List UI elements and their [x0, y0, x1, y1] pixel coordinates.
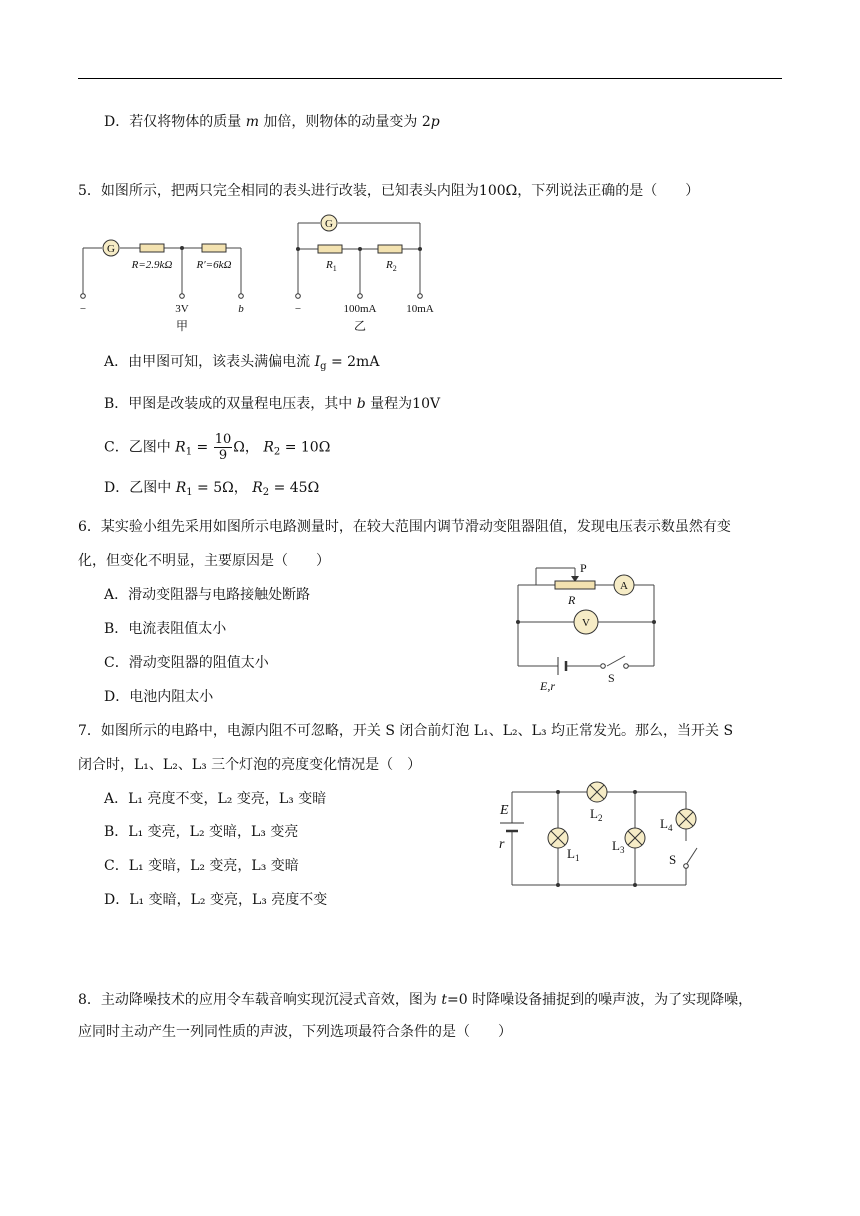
switch-icon [684, 864, 689, 869]
terminal-10ma: 10mA [406, 303, 434, 315]
rheostat-r [555, 581, 595, 589]
battery-label: E,r [540, 679, 555, 693]
r-prime-label: R′=6kΩ [196, 259, 232, 271]
terminal-minus: − [79, 303, 87, 315]
switch-icon [601, 664, 606, 669]
q5-option-b: B．甲图是改装成的双量程电压表，其中 b 量程为10V [104, 396, 441, 412]
q8-stem-line2: 应同时主动产生一列同性质的声波，下列选项最符合条件的是（ ） [78, 1024, 512, 1040]
q6-stem-line2: 化，但变化不明显，主要原因是（ ） [78, 553, 330, 569]
resistor-r2 [378, 245, 402, 253]
ammeter-label: A [620, 580, 628, 592]
r1-label: $R_1$ [326, 259, 337, 273]
resistor-r-prime [202, 244, 226, 252]
option-text: 加倍，则物体的动量变为 2 [258, 114, 431, 130]
q5-option-a: A．由甲图可知，该表头满偏电流 $I_g = 2mA$ [104, 354, 380, 372]
l3-label: $L_3$ [612, 838, 625, 855]
terminal-minus: − [294, 303, 302, 315]
q7-stem-line2: 闭合时，L₁、L₂、L₃ 三个灯泡的亮度变化情况是（ ） [78, 757, 422, 773]
q5-figure-jia [78, 238, 258, 338]
l1-label: $L_1$ [567, 846, 580, 863]
var-p: p [430, 114, 440, 130]
resistor-r [140, 244, 164, 252]
r2-label: $R_2$ [386, 259, 397, 273]
g-label: G [325, 218, 333, 230]
lamp-l4-icon [676, 809, 696, 829]
q6-circuit-figure [510, 558, 660, 698]
q7-option-c: C．L₁ 变暗，L₂ 变亮，L₃ 变暗 [104, 858, 299, 874]
q7-option-b: B．L₁ 变亮，L₂ 变暗，L₃ 变亮 [104, 824, 299, 840]
q6-option-c: C．滑动变阻器的阻值太小 [104, 655, 269, 671]
q6-stem-line1: 6．某实验小组先采用如图所示电路测量时，在较大范围内调节滑动变阻器阻值，发现电压表示数虽然有变 [78, 519, 731, 535]
l4-label: $L_4$ [660, 816, 673, 833]
slider-p-label: P [580, 561, 587, 575]
q7-circuit-figure [490, 778, 705, 893]
g-label: G [107, 243, 115, 255]
q6-option-a: A．滑动变阻器与电路接触处断路 [104, 587, 311, 603]
lamp-l3-icon [625, 828, 645, 848]
terminal-100ma: 100mA [343, 303, 377, 315]
resistor-r1 [318, 245, 342, 253]
r-label: R=2.9kΩ [131, 259, 173, 271]
q5-option-d: D．乙图中 $R_1 = 5\Omega$， $R_2 = 45\Omega$ [104, 480, 320, 498]
option-text: 若仅将物体的质量 [129, 114, 246, 130]
q7-stem-line1: 7．如图所示的电路中，电源内阻不可忽略，开关 S 闭合前灯泡 L₁、L₂、L₃ 均正常发光。那么，当开关 S [78, 723, 734, 739]
terminal-3v: 3V [175, 303, 189, 315]
q4-option-d [104, 112, 440, 132]
q5-option-c: C．乙图中 $R_1$ = $\frac{10}{9}$ Ω， $R_2 = 10\Omega$ [104, 432, 331, 463]
header-rule [78, 78, 782, 79]
q7-option-d: D．L₁ 变暗，L₂ 变亮，L₃ 亮度不变 [104, 892, 328, 908]
lamp-l2-icon [587, 782, 607, 802]
fraction-10-9: $\frac{10}{9}$ [214, 432, 232, 463]
caption-yi: 乙 [353, 319, 367, 333]
q6-option-d: D．电池内阻太小 [104, 689, 214, 705]
q7-option-a: A．L₁ 亮度不变，L₂ 变亮，L₃ 变暗 [104, 791, 327, 807]
switch-label: S [669, 852, 677, 867]
l2-label: $L_2$ [590, 806, 603, 823]
terminal-b: b [238, 303, 244, 315]
q6-option-b: B．电流表阻值太小 [104, 621, 227, 637]
q5-stem: 5．如图所示，把两只完全相同的表头进行改装，已知表头内阻为100Ω，下列说法正确的是（ ） [78, 183, 700, 199]
option-label: D． [104, 114, 130, 130]
lamp-l1-icon [548, 828, 568, 848]
internal-resistance-label: r [499, 837, 505, 852]
caption-jia: 甲 [175, 319, 189, 333]
q8-stem-line1: 8．主动降噪技术的应用令车载音响实现沉浸式音效，图为 t=0 时降噪设备捕捉到的噪声波，为了实现降噪， [78, 992, 753, 1008]
switch-label: S [608, 671, 615, 685]
emf-label: E [500, 803, 509, 818]
q5-figure-yi [290, 212, 450, 337]
voltmeter-label: V [582, 617, 590, 629]
var-m: m [245, 114, 259, 130]
rheostat-label: R [568, 593, 576, 607]
